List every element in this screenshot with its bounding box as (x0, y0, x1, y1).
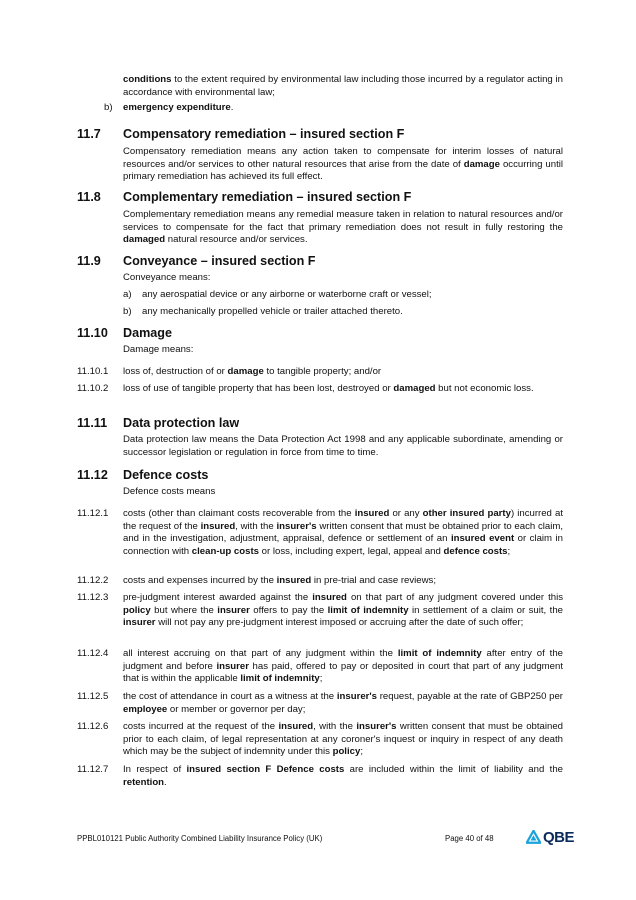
bold-term: damage (227, 366, 264, 377)
bold-term: insurer (216, 660, 249, 672)
list-item (123, 289, 563, 302)
clause-text-run: will not pay any pre-judgment interest imposed or accruing after the date of such offer; (155, 617, 524, 629)
clause-text (123, 508, 563, 558)
clause-text-run: request, payable at the rate of GBP250 per (377, 691, 563, 702)
section-number: 11.10 (77, 326, 108, 340)
sub-clause (77, 575, 563, 588)
clause-text-run: ; (360, 746, 363, 758)
bold-term: damage (463, 158, 500, 170)
clause-text-run: but where the (150, 604, 218, 616)
section-intro: Damage means: (123, 344, 194, 355)
bold-term: emergency expenditure (123, 102, 231, 113)
qbe-logo (526, 829, 574, 846)
clause-text-run: or loss, including expert, legal, appeal and (258, 545, 444, 557)
bold-term: insurer's (336, 691, 378, 702)
clause-text (123, 648, 563, 686)
clause-number: 11.10.2 (77, 383, 109, 394)
clause-text-run: costs (other than claimant costs recoverable from the (123, 508, 355, 519)
sub-clause (77, 366, 563, 379)
bold-term: insured event (450, 533, 515, 545)
clause-number: 11.12.2 (77, 575, 109, 586)
bold-term: conditions (123, 74, 172, 85)
bold-term: other insured party (422, 508, 511, 519)
clause-text-run: the cost of attendance in court as a witness at the (123, 691, 337, 702)
bold-term: insured (200, 520, 236, 532)
section-title: Data protection law (123, 416, 240, 430)
section-title: Complementary remediation – insured section F (123, 190, 412, 204)
clause-text: to tangible property; and/or (263, 366, 382, 377)
section-intro: Defence costs means (123, 486, 216, 497)
clause-text: loss of use of tangible property that has been lost, destroyed or (123, 383, 394, 394)
section-heading-11-10 (77, 326, 172, 341)
clause-number: 11.12.6 (77, 721, 109, 732)
clause-text-run: has paid, offered to pay or deposited in court that part of any judgment that is within the applicable (123, 660, 563, 685)
clause-text-run: ; (319, 673, 323, 685)
section-body-11-7 (123, 146, 563, 184)
section-body-11-8 (123, 209, 563, 247)
section-number: 11.9 (77, 254, 101, 268)
page-number: Page 40 of 48 (445, 834, 494, 843)
paragraph-text: natural resource and/or services. (165, 234, 308, 246)
clause-text-run: are included within the limit of liability and the (344, 764, 563, 775)
bold-term: damaged (393, 383, 436, 394)
list-text: any aerospatial device or any airborne or waterborne craft or vessel; (142, 289, 432, 300)
clause-text-run: costs and expenses incurred by the (123, 575, 277, 586)
paragraph-text: occurring until primary remediation has achieved its full effect. (123, 158, 564, 183)
sub-clause (77, 764, 563, 789)
bold-term: damaged (123, 234, 166, 246)
sub-clause (77, 721, 563, 759)
clause-text (123, 691, 563, 716)
clause-number: 11.12.3 (77, 592, 109, 603)
sub-clause (77, 648, 563, 686)
bold-term: insured (312, 592, 347, 603)
clause-text-run: or any (389, 508, 423, 519)
section-body-11-11: Data protection law means the Data Protection Act 1998 and any applicable subordinate, amending or successor legislation or regulation in force from time to time. (123, 434, 563, 458)
section-number: 11.11 (77, 416, 108, 430)
clause-text-run: , with the (235, 520, 277, 532)
section-heading-11-11 (77, 416, 239, 431)
paragraph-text: Compensatory remediation means any action taken to compensate for interim losses of natural resources and/or services to other natural resources that arise from the date of (123, 146, 563, 170)
clause-text-run: pre-judgment interest awarded against the (123, 592, 313, 603)
clause-number: 11.12.5 (77, 691, 109, 702)
clause-text-run: costs incurred at the request of the (123, 721, 279, 732)
section-number: 11.7 (77, 127, 101, 141)
sub-clause (77, 383, 563, 396)
bold-term: insured (354, 508, 390, 519)
clause-text-run: In respect of (123, 764, 187, 775)
bold-term: policy (332, 746, 361, 758)
list-item (123, 306, 563, 319)
bold-term: insured (276, 575, 312, 586)
clause-text (123, 575, 563, 588)
section-number: 11.8 (77, 190, 101, 204)
section-title: Damage (123, 326, 172, 340)
bold-term: insurer's (276, 520, 317, 532)
bold-term: employee (123, 703, 168, 715)
clause-number: 11.12.7 (77, 764, 109, 775)
sub-clause (77, 508, 563, 558)
clause-text-run: after entry of the judgment and before (123, 648, 563, 672)
section-heading-11-7 (77, 127, 404, 142)
section-heading-11-12 (77, 468, 208, 483)
section-heading-11-9 (77, 254, 315, 269)
section-title: Defence costs (123, 468, 209, 482)
clause-number: 11.10.1 (77, 366, 109, 377)
sub-clause (77, 691, 563, 716)
section-heading-11-8 (77, 190, 411, 205)
bold-term: clean-up costs (191, 545, 259, 557)
clause-text-run: on that part of any judgment covered under this (346, 592, 564, 603)
list-item-b (104, 102, 563, 115)
list-label: a) (123, 289, 132, 300)
clause-text: loss of, destruction of or (123, 366, 228, 377)
clause-text-run: offers to pay the (249, 604, 328, 616)
bold-term: retention (123, 776, 165, 788)
bold-term: policy (123, 604, 151, 616)
logo-text: QBE (543, 829, 575, 846)
bold-term: insurer (123, 617, 156, 629)
bold-term: insurer's (356, 721, 397, 732)
clause-text-run: or claim in connection with (123, 533, 563, 557)
clause-text-run: or member or governor per day; (167, 703, 306, 715)
punctuation: . (230, 102, 234, 113)
clause-text-run: ; (507, 545, 511, 557)
paragraph-text: to the extent required by environmental law including those incurred by a regulator acting in accordance with environmental law; (123, 74, 563, 98)
clause-text (123, 721, 563, 759)
clause-number: 11.12.4 (77, 648, 109, 659)
list-label: b) (123, 306, 132, 317)
section-title: Conveyance – insured section F (123, 254, 316, 268)
clause-text-run: written consent that must be obtained prior to each claim, and in the investigation, adjustment, appraisal, defence or settlement of an (123, 520, 563, 545)
qbe-logo-icon (526, 830, 541, 845)
section-title: Compensatory remediation – insured section F (123, 127, 405, 141)
clause-text-run: all interest accruing on that part of any judgment within the (123, 648, 398, 659)
section-number: 11.12 (77, 468, 108, 482)
clause-number: 11.12.1 (77, 508, 109, 519)
bold-term: insurer (217, 604, 250, 616)
bold-term: insured (278, 721, 314, 732)
clause-text-run: ) incurred at the request of the (123, 508, 563, 532)
footer-document-title: PPBL010121 Public Authority Combined Liability Insurance Policy (UK) (77, 834, 323, 843)
clause-text-run: , with the (313, 721, 357, 732)
continuation-paragraph (123, 74, 563, 99)
bold-term: limit of indemnity (327, 604, 409, 616)
clause-text-run: written consent that must be obtained prior to each claim, of legal representation at any coroner's inquest or inquiry in respect of any death which may be the subject of indemnity under this (123, 721, 564, 758)
clause-text-run: in pre-trial and case reviews; (311, 575, 437, 586)
clause-text: but not economic loss. (435, 383, 534, 394)
paragraph-text: Complementary remediation means any remedial measure taken in relation to natural resources and/or services to compensate for the fact that primary remediation does not result in fully restoring the (123, 209, 563, 233)
bold-term: insured section F Defence costs (186, 764, 345, 775)
bold-term: limit of indemnity (397, 648, 482, 659)
clause-text-run: in settlement of a claim or suit, the (408, 604, 563, 616)
clause-text-run: . (164, 776, 167, 788)
clause-text (123, 592, 563, 630)
list-label: b) (104, 102, 113, 113)
list-text: any mechanically propelled vehicle or trailer attached thereto. (142, 306, 403, 317)
bold-term: defence costs (443, 545, 508, 557)
sub-clause (77, 592, 563, 630)
section-intro: Conveyance means: (123, 272, 211, 283)
clause-text (123, 764, 563, 789)
bold-term: limit of indemnity (240, 673, 320, 685)
